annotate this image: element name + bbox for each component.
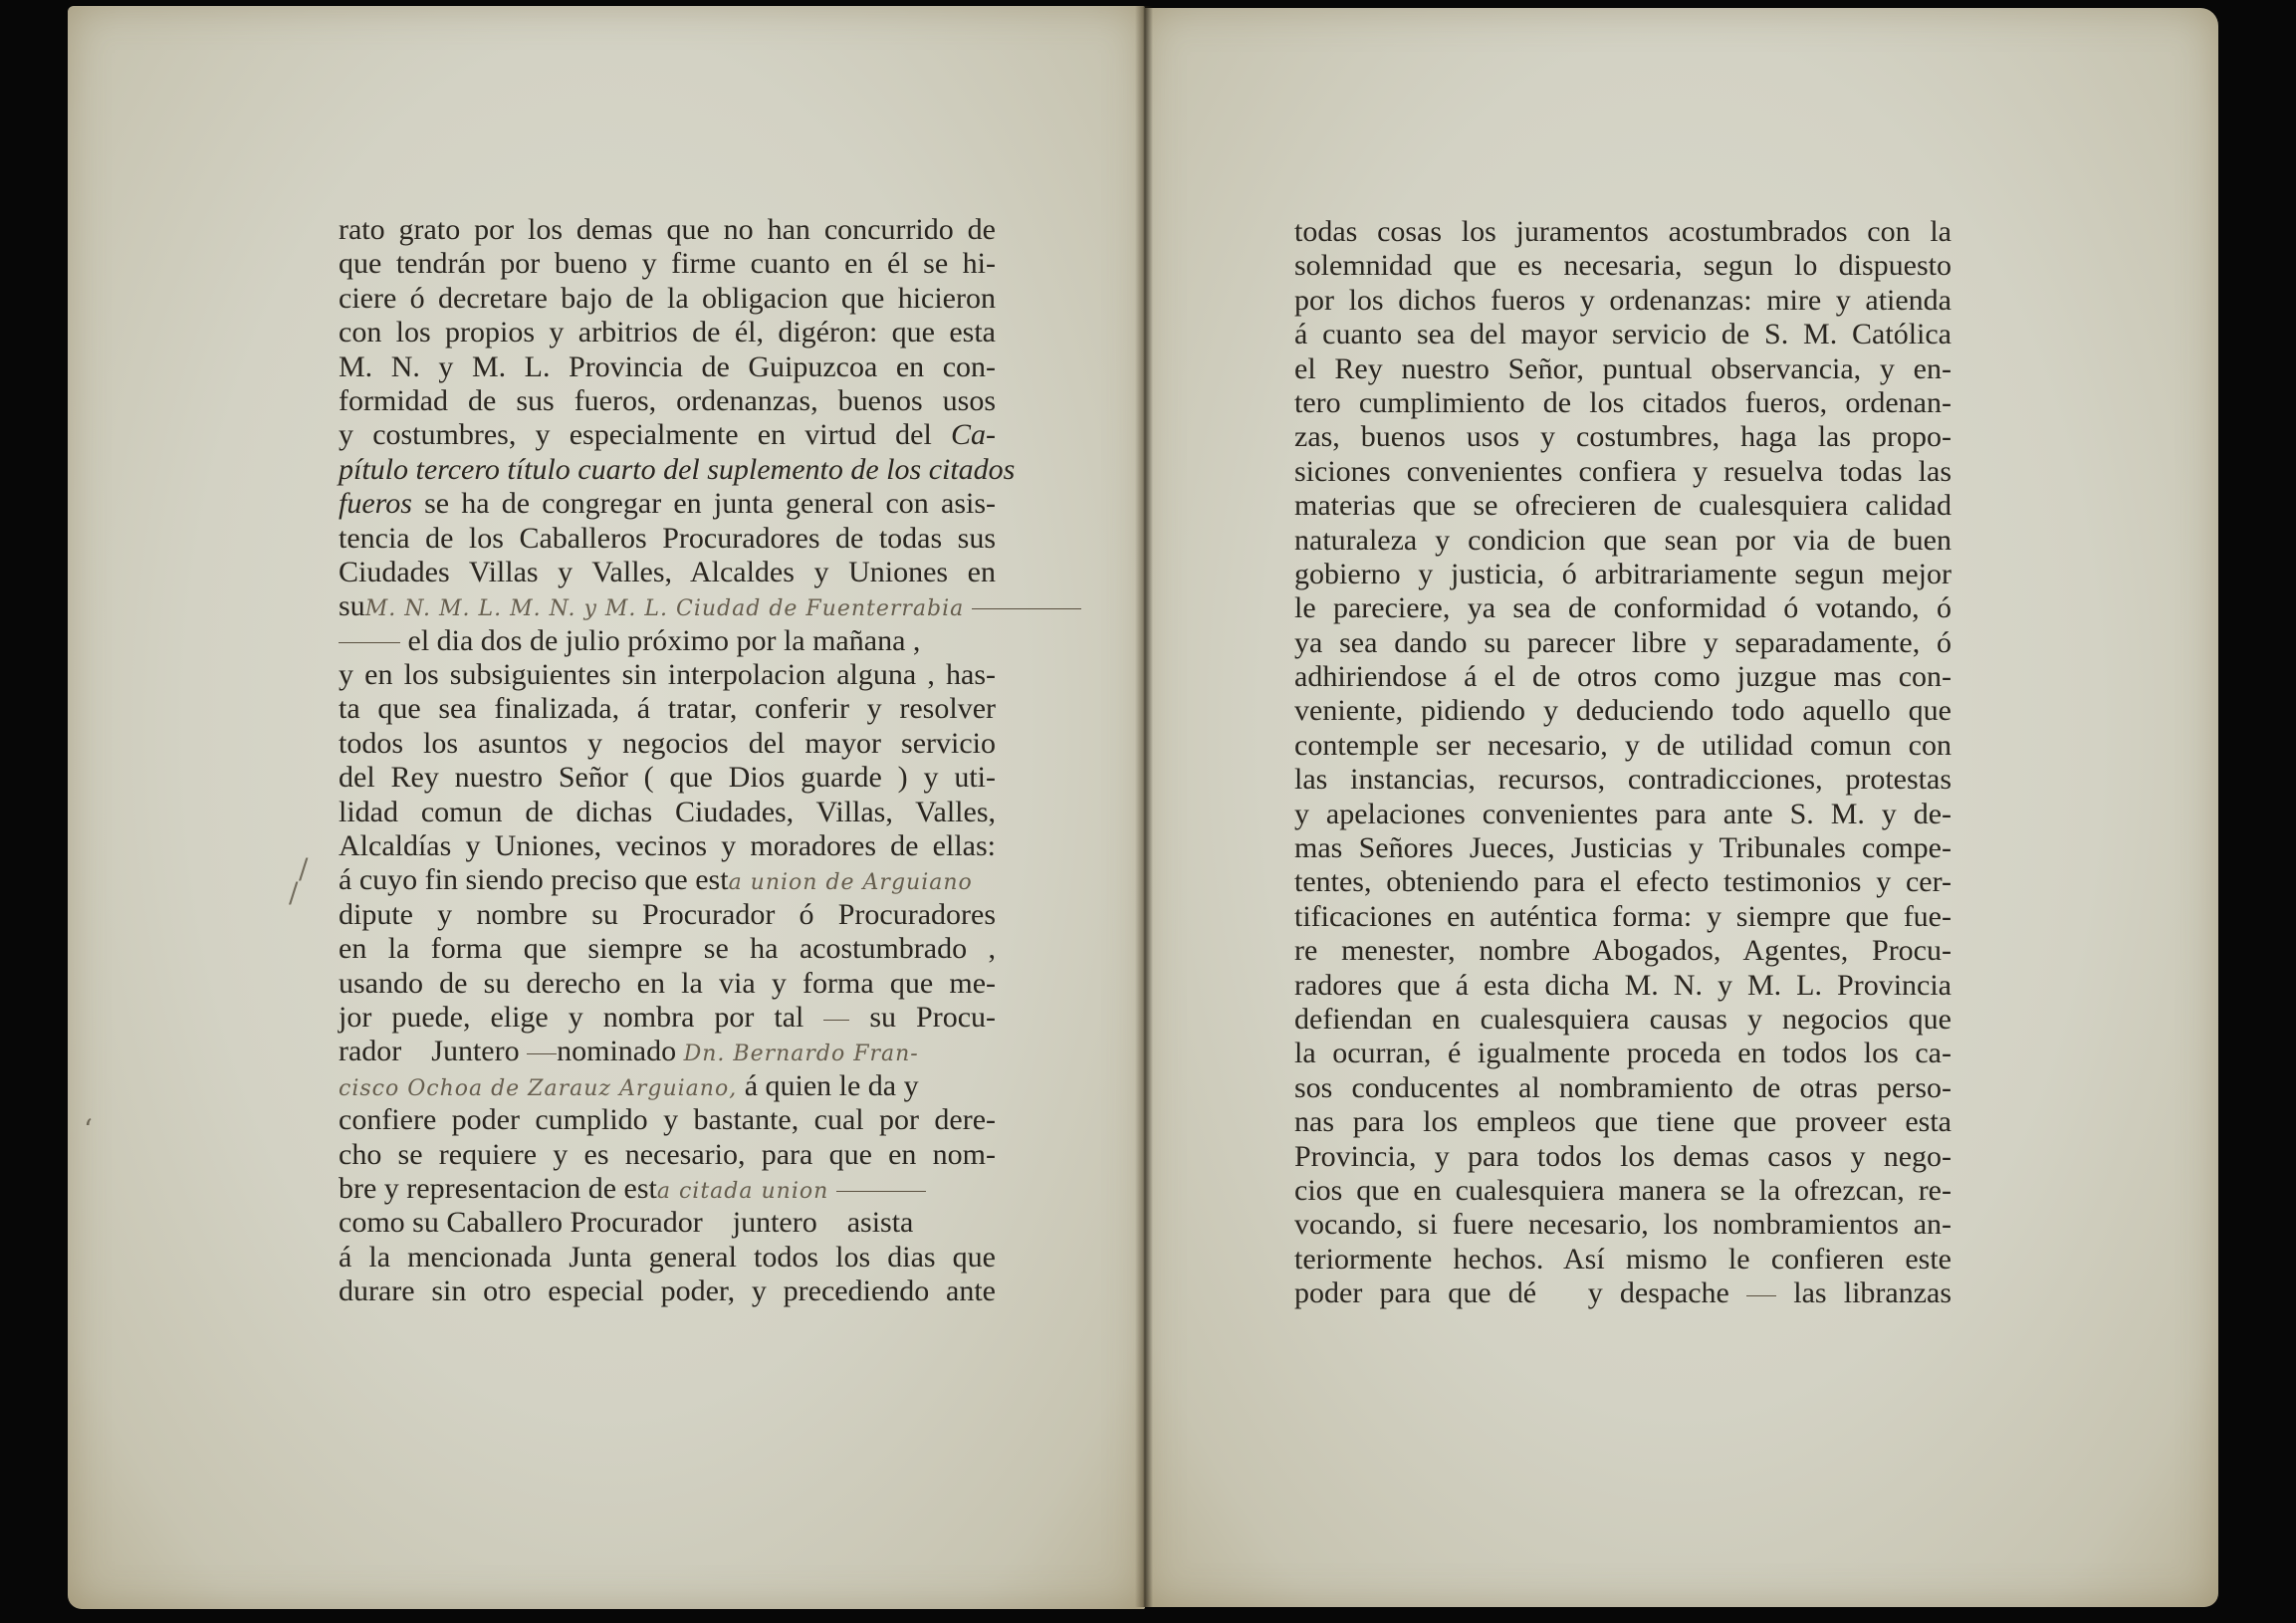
text-line: las instancias, recursos, contradicciones, protestas <box>1294 763 1952 797</box>
text-segment: Juntero <box>431 1035 520 1068</box>
text-line: tentes, obteniendo para el efecto testimonios y cer- <box>1294 865 1952 899</box>
text-line: adhiriendose á el de otros como juzgue mas con- <box>1294 660 1952 694</box>
text-line <box>339 624 996 658</box>
text-line: lidad comun de dichas Ciudades, Villas, Valles, <box>339 795 996 828</box>
text-line <box>339 1172 996 1206</box>
book-gutter <box>1135 6 1153 1607</box>
right-page-text <box>1294 215 1952 1311</box>
text-line: materias que se ofrecieren de cualesquiera calidad <box>1294 489 1952 523</box>
text-line: tencia de los Caballeros Procuradores de todas sus <box>339 521 996 555</box>
text-segment: se ha de congregar en junta general con asis- <box>411 487 996 521</box>
text-line: todas cosas los juramentos acostumbrados con la <box>1294 215 1952 248</box>
handwritten-entry: a union de Arguiano <box>728 870 973 896</box>
fill-line <box>823 1020 849 1021</box>
text-line: que tendrán por bueno y firme cuanto en él se hi- <box>339 247 996 281</box>
text-line: ciere ó decretare bajo de la obligacion que hicieron <box>339 281 996 315</box>
text-line: Ciudades Villas y Valles, Alcaldes y Uniones en <box>339 555 996 588</box>
text-segment: juntero <box>732 1206 817 1240</box>
text-line: en la forma que siempre se ha acostumbrado , <box>339 932 996 966</box>
text-line: M. N. y M. L. Provincia de Guipuzcoa en con- <box>339 349 996 383</box>
text-line: dipute y nombre su Procurador ó Procuradores <box>339 897 996 931</box>
fill-line <box>527 1053 557 1054</box>
text-segment: á cuyo fin siendo preciso que est <box>339 863 729 897</box>
text-line: mas Señores Jueces, Justicias y Tribunales compe- <box>1294 831 1952 865</box>
italic-text: fueros <box>339 487 412 521</box>
text-segment: nominado <box>557 1035 677 1068</box>
text-line: teriormente hechos. Así mismo le confieren este <box>1294 1242 1952 1275</box>
italic-text: Ca- <box>951 418 996 452</box>
text-line: del Rey nuestro Señor ( que Dios guarde ) y uti- <box>339 761 996 795</box>
text-line: veniente, pidiendo y deduciendo todo aquello que <box>1294 694 1952 728</box>
text-line: por los dichos fueros y ordenanzas: mire y atienda <box>1294 283 1952 317</box>
text-line <box>339 1001 996 1035</box>
handwritten-entry: Dn. Bernardo Fran- <box>683 1042 919 1067</box>
text-line: rato grato por los demas que no han concurrido de <box>339 213 996 246</box>
text-line: y apelaciones convenientes para ante S. M. y de- <box>1294 797 1952 830</box>
text-line: tero cumplimiento de los citados fueros, ordenan- <box>1294 385 1952 419</box>
text-segment: y costumbres, y especialmente en virtud del <box>339 418 932 452</box>
left-page-text <box>339 213 1016 1309</box>
text-line <box>339 418 996 452</box>
text-segment: poder para que dé <box>1294 1276 1537 1310</box>
text-segment: jor puede, elige y nombra por tal <box>339 1000 804 1034</box>
text-line: siciones convenientes confiera y resuelva todas las <box>1294 454 1952 488</box>
handwritten-entry: cisco Ochoa de Zarauz Arguiano, <box>339 1075 738 1101</box>
text-line: confiere poder cumplido y bastante, cual por dere- <box>339 1103 996 1137</box>
text-line: Provincia, y para todos los demas casos y nego- <box>1294 1139 1952 1173</box>
text-line <box>339 589 996 623</box>
text-segment: y despache <box>1587 1276 1729 1310</box>
text-segment: su Procu- <box>869 1000 997 1034</box>
text-line: nas para los empleos que tiene que proveer esta <box>1294 1105 1952 1139</box>
text-line: tificaciones en auténtica forma: y siempre que fue- <box>1294 899 1952 933</box>
text-line: defiendan en cualesquiera causas y negocios que <box>1294 1002 1952 1036</box>
text-line: y en los subsiguientes sin interpolacion alguna , has- <box>339 658 996 692</box>
text-segment: el dia dos de julio próximo por la mañana , <box>407 623 921 657</box>
text-line: á la mencionada Junta general todos los dias que <box>339 1240 996 1274</box>
text-line: zas, buenos usos y costumbres, haga las propo- <box>1294 420 1952 454</box>
text-line: durare sin otro especial poder, y precediendo ante <box>339 1275 996 1308</box>
text-segment: como su Caballero Procurador <box>339 1206 703 1240</box>
text-segment: las libranzas <box>1793 1276 1952 1310</box>
text-line: re menester, nombre Abogados, Agentes, Procu- <box>1294 934 1952 968</box>
margin-mark: ʻ <box>84 1113 93 1146</box>
text-line: ya sea dando su parecer libre y separadamente, ó <box>1294 625 1952 659</box>
text-segment: asista <box>846 1206 914 1240</box>
text-line <box>1294 1276 1952 1310</box>
text-segment: su <box>339 589 365 623</box>
handwritten-entry: a citada union <box>656 1178 829 1204</box>
text-line: á cuanto sea del mayor servicio de S. M. Católica <box>1294 318 1952 351</box>
text-line: con los propios y arbitrios de él, digéron: que esta <box>339 316 996 349</box>
handwritten-entry: M. N. M. L. M. N. y M. L. Ciudad de Fuenterrabia <box>364 596 965 622</box>
text-line: radores que á esta dicha M. N. y M. L. Provincia <box>1294 968 1952 1002</box>
text-line <box>339 1069 996 1103</box>
text-segment: bre y representacion de est <box>339 1171 657 1205</box>
fill-line <box>972 608 1081 609</box>
text-line: gobierno y justicia, ó arbitrariamente segun mejor <box>1294 557 1952 590</box>
italic-line: pítulo tercero título cuarto del suplemento de los citados <box>339 452 1016 486</box>
fill-line <box>836 1191 926 1192</box>
text-segment: rador <box>339 1035 402 1068</box>
text-line: le pareciere, ya sea de conformidad ó votando, ó <box>1294 591 1952 625</box>
text-line: cios que en cualesquiera manera se la ofrezcan, re- <box>1294 1173 1952 1207</box>
text-line: la ocurran, é igualmente proceda en todos los ca- <box>1294 1037 1952 1070</box>
text-line: todos los asuntos y negocios del mayor servicio <box>339 726 996 760</box>
text-line <box>339 863 996 897</box>
text-line <box>339 1035 996 1068</box>
text-line: vocando, si fuere necesario, los nombramientos an- <box>1294 1208 1952 1242</box>
text-line: Alcaldías y Uniones, vecinos y moradores de ellas: <box>339 829 996 863</box>
text-segment: á quien le da y <box>744 1068 919 1102</box>
fill-line <box>1746 1295 1776 1296</box>
text-line: naturaleza y condicion que sean por via de buen <box>1294 523 1952 557</box>
text-line: usando de su derecho en la via y forma que me- <box>339 966 996 1000</box>
margin-mark: / <box>299 852 309 885</box>
text-line: formidad de sus fueros, ordenanzas, buenos usos <box>339 383 996 417</box>
text-line <box>339 487 996 521</box>
fill-line <box>339 642 400 643</box>
text-line: ta que sea finalizada, á tratar, conferir y resolver <box>339 692 996 726</box>
text-line: sos conducentes al nombramiento de otras perso- <box>1294 1070 1952 1104</box>
text-line: solemnidad que es necesaria, segun lo dispuesto <box>1294 249 1952 283</box>
text-line: contemple ser necesario, y de utilidad comun con <box>1294 728 1952 762</box>
text-line: cho se requiere y es necesario, para que en nom- <box>339 1137 996 1171</box>
text-line <box>339 1206 996 1240</box>
margin-mark: / <box>289 876 299 909</box>
text-line: el Rey nuestro Señor, puntual observancia, y en- <box>1294 351 1952 385</box>
